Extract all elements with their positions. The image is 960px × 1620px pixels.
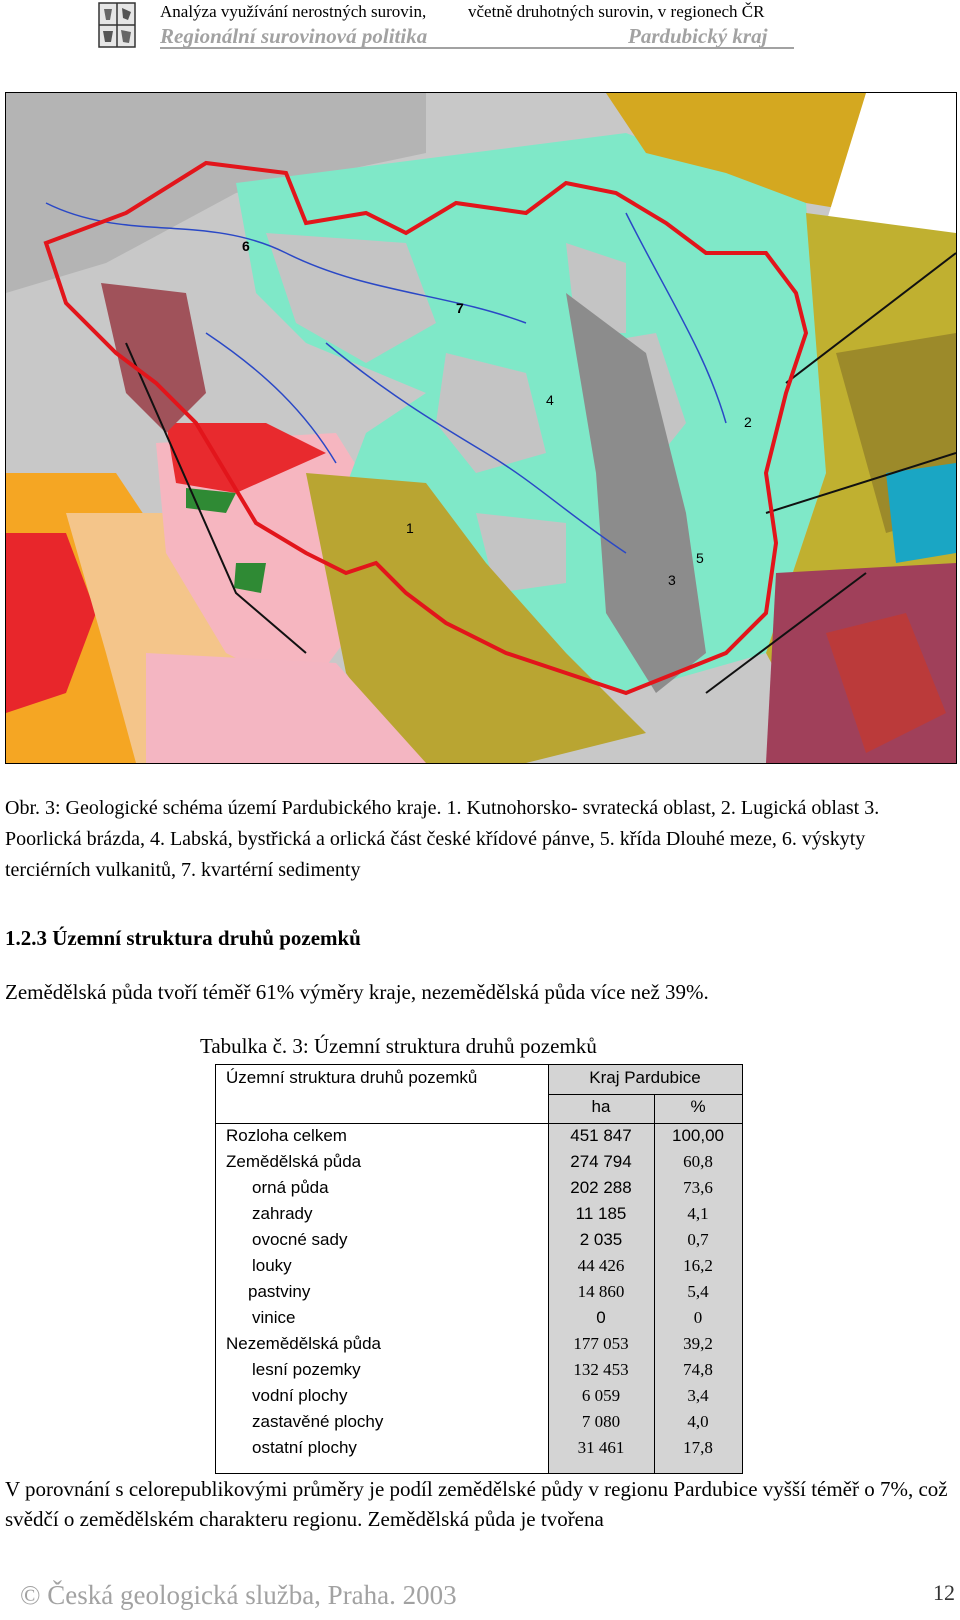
row-ha: 177 053	[573, 1334, 629, 1353]
footer-copyright: © Česká geologická služba, Praha. 2003	[20, 1580, 457, 1610]
row-pct: 0	[693, 1308, 703, 1327]
section-heading: 1.2.3 Územní struktura druhů pozemků	[5, 926, 361, 950]
table-header-region: Kraj Pardubice	[589, 1068, 701, 1087]
geological-map-image	[6, 93, 956, 763]
row-ha: 202 288	[570, 1178, 632, 1197]
header-rule	[160, 47, 794, 49]
header-title-right: včetně druhotných surovin, v regionech ČR	[468, 2, 765, 21]
page-number: 12	[933, 1580, 955, 1605]
map-label-1: 1	[406, 520, 414, 536]
row-ha: 274 794	[570, 1152, 632, 1171]
map-label-3: 3	[668, 572, 676, 588]
row-pct: 73,6	[683, 1178, 713, 1197]
row-pct: 4,1	[687, 1204, 709, 1223]
row-ha: 6 059	[581, 1386, 621, 1405]
map-label-4: 4	[546, 392, 554, 408]
geological-map	[5, 92, 957, 764]
map-label-6: 6	[242, 238, 250, 254]
row-ha: 44 426	[577, 1256, 625, 1275]
row-ha: 451 847	[570, 1126, 632, 1145]
row-label: ostatní plochy	[252, 1438, 357, 1457]
row-pct: 60,8	[683, 1152, 713, 1171]
row-ha: 0	[596, 1308, 606, 1327]
table-header-label: Územní struktura druhů pozemků	[226, 1068, 478, 1087]
row-pct: 17,8	[683, 1438, 713, 1457]
row-pct: 74,8	[683, 1360, 713, 1379]
row-ha: 31 461	[577, 1438, 625, 1457]
figure-caption: Obr. 3: Geologické schéma území Pardubického kraje. 1. Kutnohorsko- svratecká oblast, 2. Lugická oblast 3. Poorlická brázda, 4. Labská, bystřická a orlická část české křídové pánve, 5. křída Dlouhé meze, 6. výskyty terciérních vulkanitů, 7. kvartérní sedimenty	[5, 797, 880, 881]
row-ha: 14 860	[577, 1282, 625, 1301]
row-ha: 7 080	[581, 1412, 621, 1431]
row-label: zastavěné plochy	[252, 1412, 384, 1431]
land-structure-table	[215, 1064, 743, 1474]
map-label-2: 2	[744, 414, 752, 430]
row-label: pastviny	[248, 1282, 311, 1301]
paragraph-comparison: V porovnání s celorepublikovými průměry je podíl zemědělské půdy v regionu Pardubice vyšší téměř o 7%, což svědčí o zemědělském charakteru regionu. Zemědělská půda je tvořena	[5, 1477, 948, 1531]
header-title-left: Analýza využívání nerostných surovin,	[160, 2, 427, 21]
coat-of-arms-logo	[98, 2, 136, 48]
row-label: Rozloha celkem	[226, 1126, 347, 1145]
row-label: ovocné sady	[252, 1230, 348, 1249]
header-subtitle-left: Regionální surovinová politika	[160, 24, 428, 48]
row-ha: 132 453	[573, 1360, 629, 1379]
row-label: Zemědělská půda	[226, 1152, 362, 1171]
paragraph-intro: Zemědělská půda tvoří téměř 61% výměry kraje, nezemědělská půda více než 39%.	[5, 980, 709, 1004]
row-pct: 100,00	[672, 1126, 724, 1145]
row-label: lesní pozemky	[252, 1360, 361, 1379]
row-pct: 5,4	[687, 1282, 709, 1301]
map-label-5: 5	[696, 550, 704, 566]
header-subtitle-right: Pardubický kraj	[628, 24, 768, 48]
row-ha: 2 035	[579, 1230, 623, 1249]
table-col-pct: %	[690, 1097, 706, 1116]
row-label: vinice	[252, 1308, 296, 1327]
row-ha: 11 185	[575, 1204, 627, 1223]
row-pct: 16,2	[683, 1256, 713, 1275]
map-label-7: 7	[456, 300, 464, 316]
row-label: Nezemědělská půda	[226, 1334, 381, 1353]
row-label: zahrady	[252, 1204, 313, 1223]
row-pct: 0,7	[687, 1230, 709, 1249]
row-pct: 39,2	[683, 1334, 713, 1353]
row-label: vodní plochy	[252, 1386, 348, 1405]
table-caption: Tabulka č. 3: Územní struktura druhů pozemků	[200, 1034, 597, 1058]
row-label: orná půda	[252, 1178, 329, 1197]
row-pct: 3,4	[687, 1386, 709, 1405]
table-col-ha: ha	[591, 1097, 611, 1116]
row-label: louky	[252, 1256, 292, 1275]
row-pct: 4,0	[687, 1412, 709, 1431]
